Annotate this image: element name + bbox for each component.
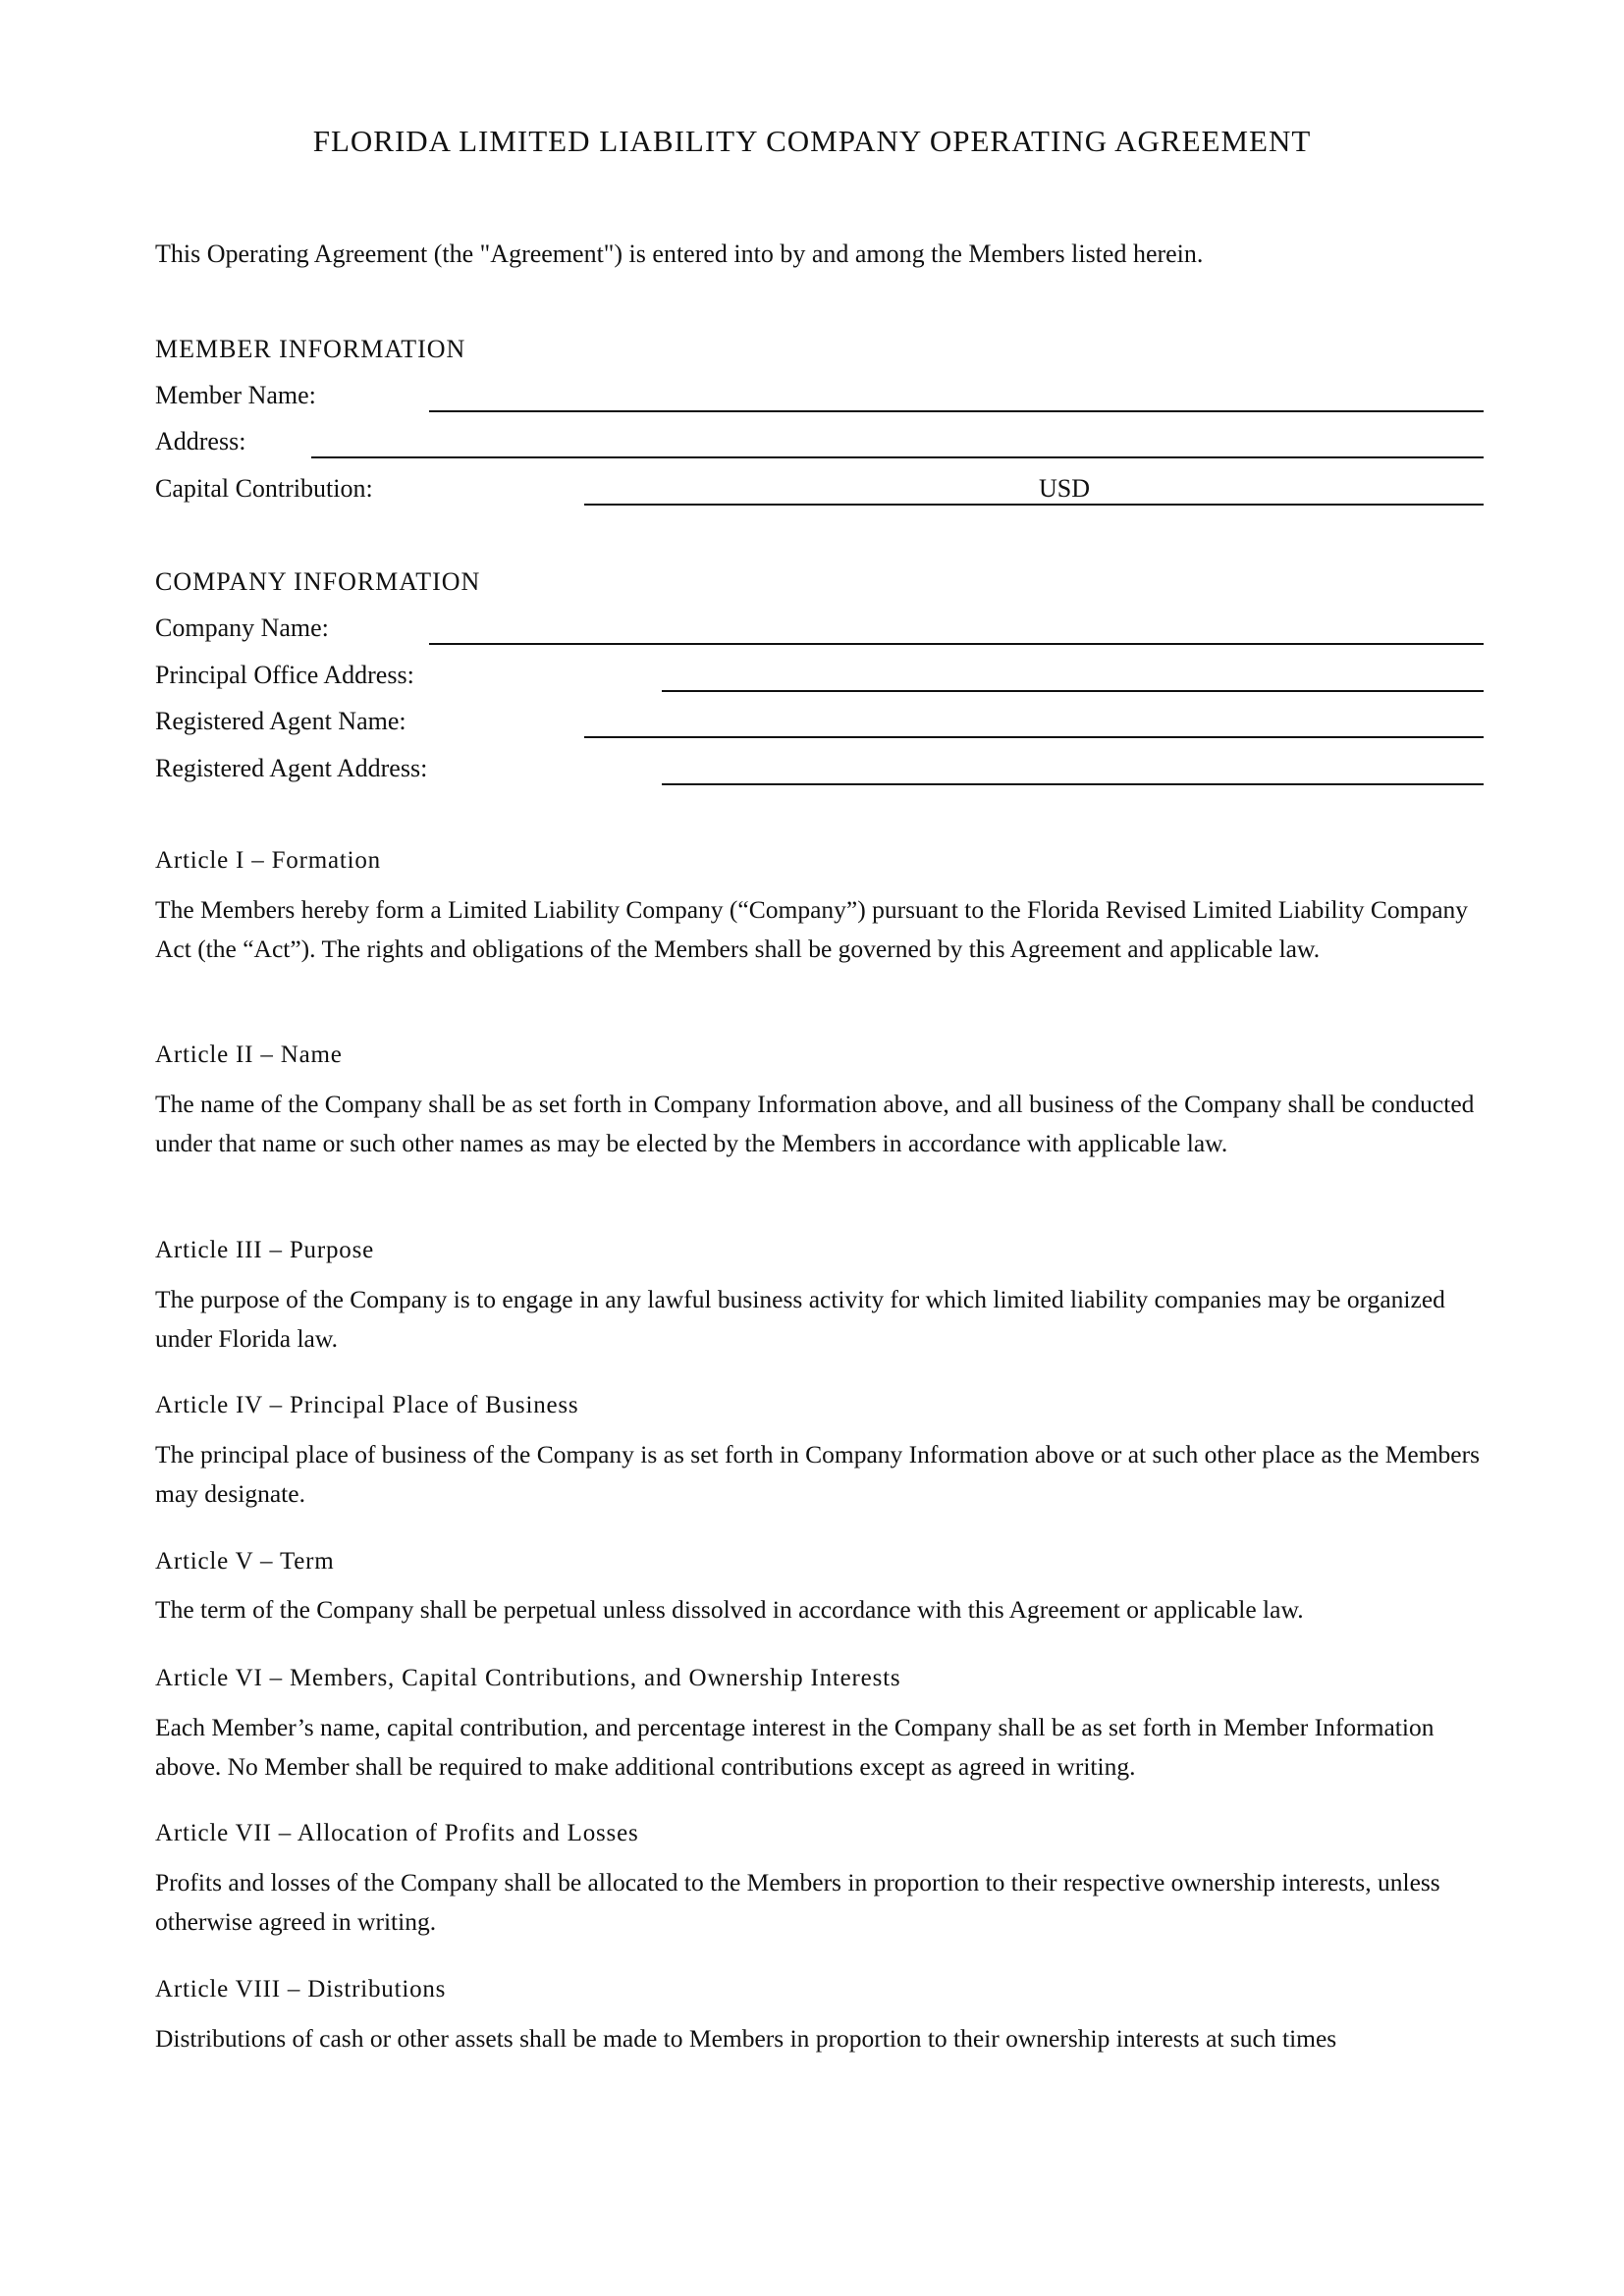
article-5-body: The term of the Company shall be perpetual unless dissolved in accordance with this Agreement or applicable law. <box>155 1595 1304 1624</box>
article-7-body: Profits and losses of the Company shall be allocated to the Members in proportion to their respective ownership interests, unless otherwise agreed in writing. <box>155 1868 1440 1936</box>
member-name-label: Member Name: <box>155 381 316 409</box>
address-field[interactable] <box>311 456 1484 458</box>
company-name-field[interactable] <box>429 643 1484 645</box>
article-5-heading: Article V – Term <box>155 1548 335 1575</box>
member-info-heading: MEMBER INFORMATION <box>155 335 466 363</box>
article-4-heading: Article IV – Principal Place of Business <box>155 1392 579 1418</box>
member-name-field[interactable] <box>429 410 1484 412</box>
article-7-heading: Article VII – Allocation of Profits and Losses <box>155 1820 639 1846</box>
document-title: FLORIDA LIMITED LIABILITY COMPANY OPERATING AGREEMENT <box>312 124 1312 158</box>
article-6-body: Each Member’s name, capital contribution, and percentage interest in the Company shall be as set forth in Member Information above. No Member shall be required to make additional contributions except as agreed in writing. <box>155 1713 1435 1781</box>
agent-address-field[interactable] <box>662 783 1484 785</box>
capital-contribution-field[interactable] <box>584 504 1484 506</box>
agent-name-field[interactable] <box>584 736 1484 738</box>
article-6-heading: Article VI – Members, Capital Contributions, and Ownership Interests <box>155 1665 901 1691</box>
article-8-heading: Article VIII – Distributions <box>155 1976 447 2002</box>
article-3-heading: Article III – Purpose <box>155 1237 374 1263</box>
article-4-body: The principal place of business of the Company is as set forth in Company Information above or at such other place as the Members may designate. <box>155 1440 1481 1508</box>
principal-office-label: Principal Office Address: <box>155 661 414 689</box>
article-3-body: The purpose of the Company is to engage in any lawful business activity for which limited liability companies may be organized under Florida law. <box>155 1285 1445 1353</box>
agent-name-label: Registered Agent Name: <box>155 707 406 735</box>
intro-paragraph: This Operating Agreement (the "Agreement") is entered into by and among the Members listed herein. <box>155 240 1204 268</box>
article-1-body: The Members hereby form a Limited Liability Company (“Company”) pursuant to the Florida Revised Limited Liability Company Act (the “Act”). The rights and obligations of the Members shall be governed by this Agreement and applicable law. <box>155 895 1469 963</box>
article-8-body: Distributions of cash or other assets shall be made to Members in proportion to their ownership interests at such times <box>155 2024 1337 2053</box>
capital-contribution-label: Capital Contribution: <box>155 474 373 503</box>
company-info-heading: COMPANY INFORMATION <box>155 567 481 596</box>
address-label: Address: <box>155 427 246 455</box>
article-1-heading: Article I – Formation <box>155 847 381 874</box>
article-2-heading: Article II – Name <box>155 1041 343 1068</box>
currency-unit: USD <box>1039 474 1091 503</box>
agent-address-label: Registered Agent Address: <box>155 754 428 782</box>
principal-office-field[interactable] <box>662 690 1484 692</box>
company-name-label: Company Name: <box>155 614 329 642</box>
article-2-body: The name of the Company shall be as set forth in Company Information above, and all business of the Company shall be conducted under that name or such other names as may be elected by the Members in accordance with applicable law. <box>155 1090 1475 1157</box>
